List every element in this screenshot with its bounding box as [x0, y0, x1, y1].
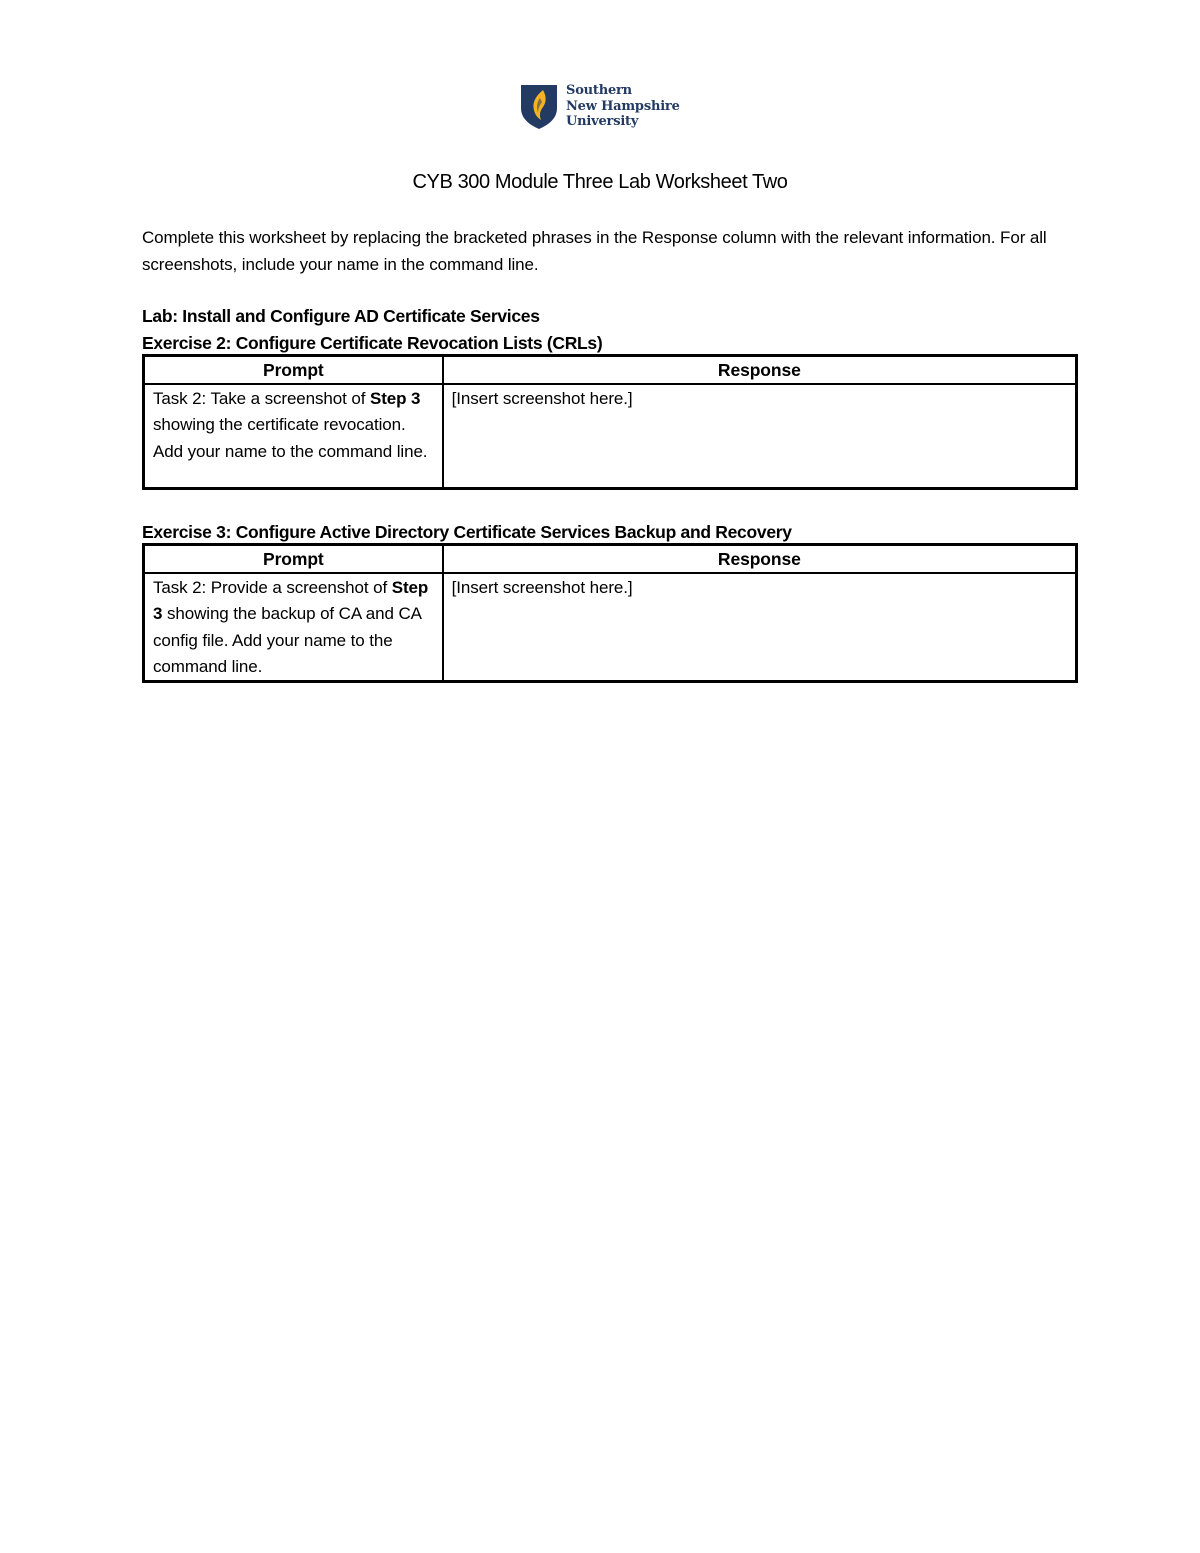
- document-title: CYB 300 Module Three Lab Worksheet Two: [412, 171, 788, 193]
- prompt-text: Task 2: Take a screenshot of: [153, 389, 370, 408]
- logo-line-1: Southern: [566, 83, 632, 98]
- logo-wordmark: [566, 83, 680, 130]
- logo-line-3: University: [566, 114, 639, 129]
- table-header-row: [144, 356, 1077, 385]
- shield-flame-icon: [520, 84, 558, 130]
- exercise-3-table: [142, 543, 1078, 683]
- prompt-text-continued: showing the certificate revocation. Add your name to the command line.: [153, 415, 428, 461]
- table-row: [144, 573, 1077, 682]
- prompt-column-header: Prompt: [144, 356, 443, 385]
- exercise-3-heading: Exercise 3: Configure Active Directory Certificate Services Backup and Recovery: [142, 522, 792, 542]
- response-cell[interactable]: [Insert screenshot here.]: [443, 384, 1077, 488]
- exercise-2-table: [142, 354, 1078, 490]
- prompt-step-bold: Step 3: [369, 389, 421, 408]
- response-cell[interactable]: [Insert screenshot here.]: [443, 573, 1077, 682]
- prompt-column-header: Prompt: [144, 545, 443, 574]
- response-column-header: Response: [443, 356, 1077, 385]
- university-logo: [520, 84, 690, 134]
- exercise-2-heading: Exercise 2: Configure Certificate Revocation Lists (CRLs): [142, 333, 603, 353]
- prompt-cell: [144, 573, 443, 682]
- prompt-text-continued: showing the backup of CA and CA config file. Add your name to the command line.: [153, 604, 421, 676]
- table-header-row: [144, 545, 1077, 574]
- intro-paragraph: Complete this worksheet by replacing the bracketed phrases in the Response column with the relevant information. For all screenshots, include your name in the command line.: [142, 228, 1047, 274]
- prompt-cell: [144, 384, 443, 488]
- table-row: [144, 384, 1077, 488]
- response-column-header: Response: [443, 545, 1077, 574]
- prompt-text: Task 2: Provide a screenshot of: [153, 578, 392, 597]
- prompt-step-bold: Step 3: [153, 578, 429, 624]
- logo-line-2: New Hampshire: [566, 98, 680, 114]
- lab-heading: Lab: Install and Configure AD Certificate Services: [142, 306, 540, 326]
